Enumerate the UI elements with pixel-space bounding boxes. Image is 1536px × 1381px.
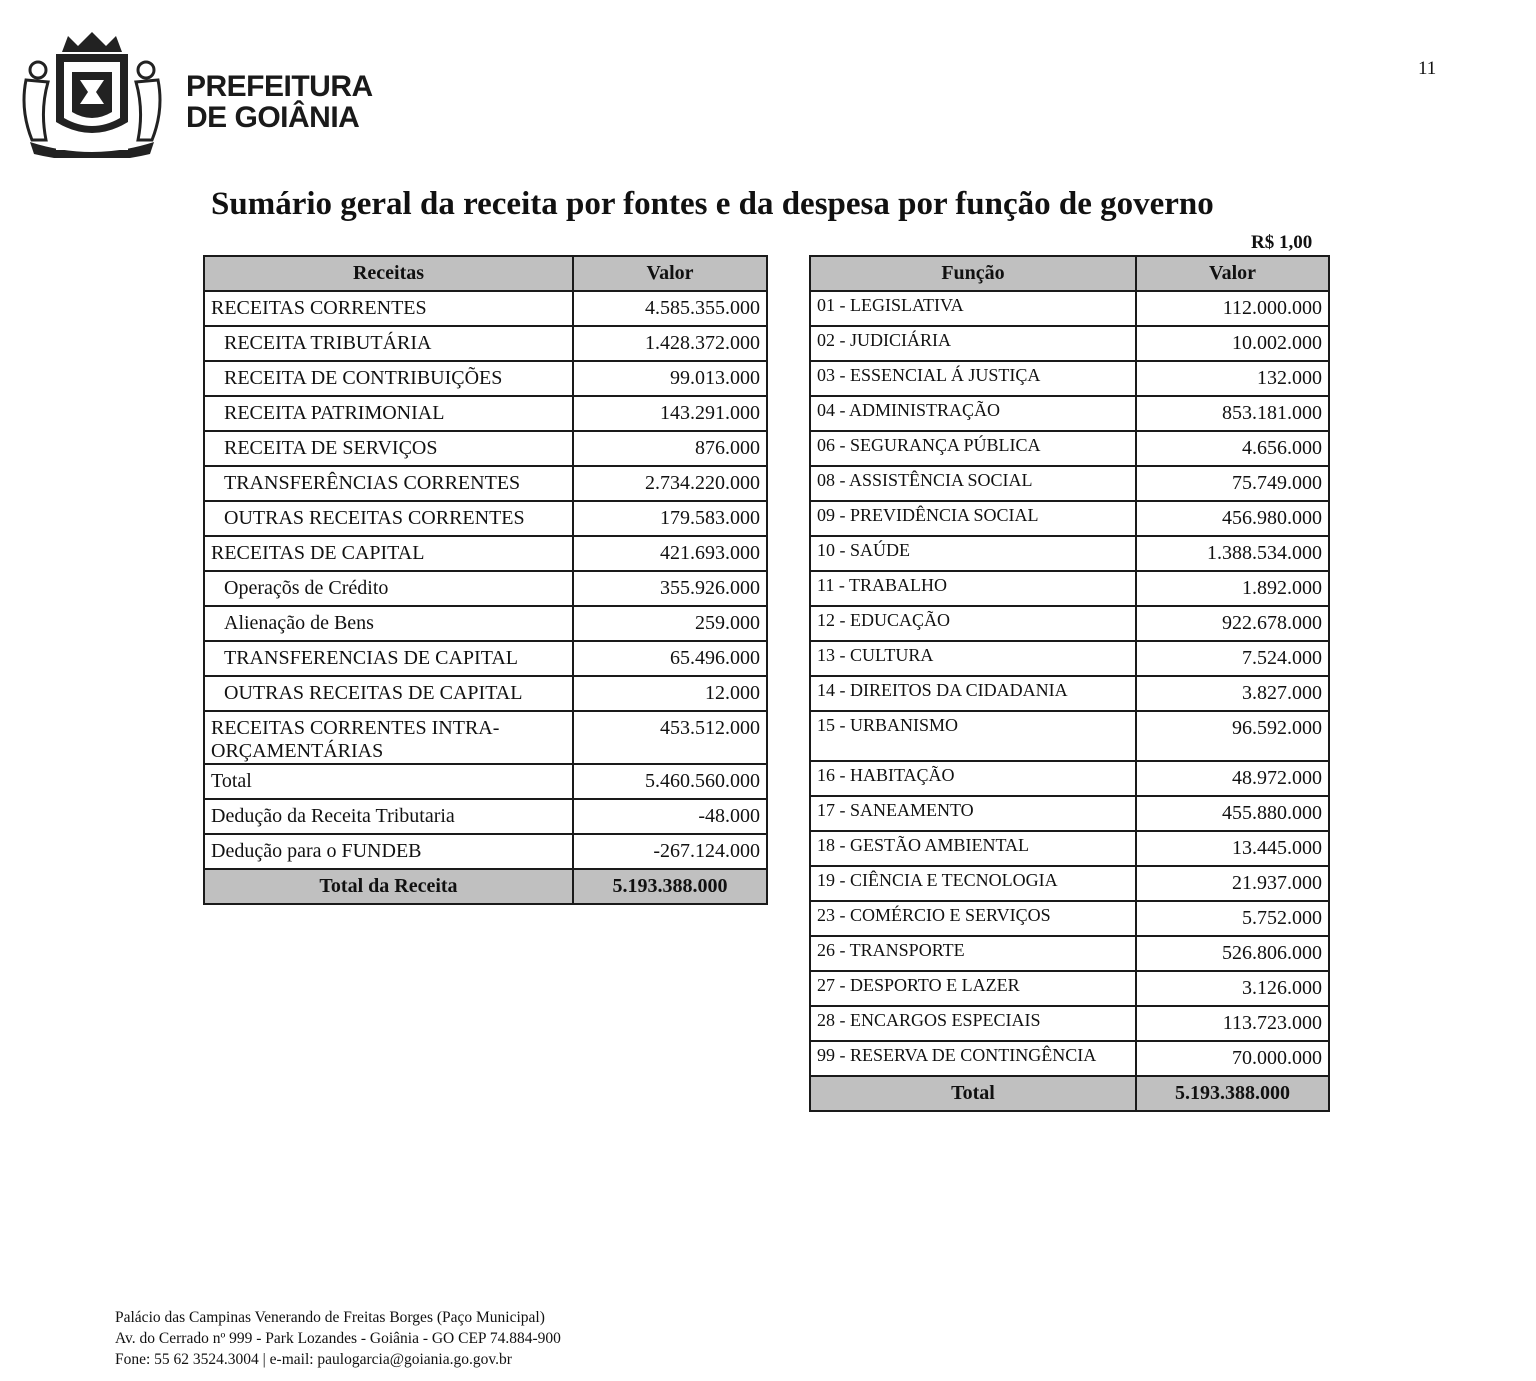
row-label: 27 - DESPORTO E LAZER [810,971,1136,1006]
table-row [810,291,1329,326]
receitas-table [203,255,768,905]
row-label: TRANSFERENCIAS DE CAPITAL [204,641,573,676]
row-label: RECEITAS DE CAPITAL [204,536,573,571]
row-value: 3.827.000 [1136,676,1329,711]
row-label: 17 - SANEAMENTO [810,796,1136,831]
row-label: 08 - ASSISTÊNCIA SOCIAL [810,466,1136,501]
table-row [204,834,767,869]
row-value: 421.693.000 [573,536,767,571]
total-row [204,869,767,904]
row-value: 259.000 [573,606,767,641]
row-label: RECEITA TRIBUTÁRIA [204,326,573,361]
table-row [810,831,1329,866]
table-row [810,536,1329,571]
footer-line-2: Av. do Cerrado nº 999 - Park Lozandes - Goiânia - GO CEP 74.884-900 [115,1330,561,1347]
row-label: 03 - ESSENCIAL Á JUSTIÇA [810,361,1136,396]
row-label: 12 - EDUCAÇÃO [810,606,1136,641]
row-label: 16 - HABITAÇÃO [810,761,1136,796]
row-value: 4.585.355.000 [573,291,767,326]
row-label: RECEITAS CORRENTES [204,291,573,326]
coat-of-arms-logo [16,30,168,158]
row-value: 65.496.000 [573,641,767,676]
row-label: Alienação de Bens [204,606,573,641]
table-row [204,536,767,571]
table-row [810,761,1329,796]
row-label: Dedução da Receita Tributaria [204,799,573,834]
table-row [810,1006,1329,1041]
row-label: RECEITAS CORRENTES INTRA-ORÇAMENTÁRIAS [204,711,573,764]
table-row [810,676,1329,711]
column-header: Valor [1136,256,1329,291]
table-row [204,326,767,361]
row-label: RECEITA DE CONTRIBUIÇÕES [204,361,573,396]
table-row [810,796,1329,831]
row-value: 179.583.000 [573,501,767,536]
row-value: 113.723.000 [1136,1006,1329,1041]
row-value: 876.000 [573,431,767,466]
row-value: 2.734.220.000 [573,466,767,501]
row-value: 70.000.000 [1136,1041,1329,1076]
table-row [204,431,767,466]
row-label: 28 - ENCARGOS ESPECIAIS [810,1006,1136,1041]
table-row [204,711,767,764]
total-value: 5.193.388.000 [573,869,767,904]
table-row [810,606,1329,641]
row-value: 4.656.000 [1136,431,1329,466]
row-value: 12.000 [573,676,767,711]
page-title: Sumário geral da receita por fontes e da despesa por função de governo [211,186,1214,222]
row-label: 02 - JUDICIÁRIA [810,326,1136,361]
footer-line-1: Palácio das Campinas Venerando de Freitas Borges (Paço Municipal) [115,1309,545,1326]
row-value: 48.972.000 [1136,761,1329,796]
table-row [204,361,767,396]
table-row [810,326,1329,361]
row-label: 10 - SAÚDE [810,536,1136,571]
row-label: 14 - DIREITOS DA CIDADANIA [810,676,1136,711]
row-label: TRANSFERÊNCIAS CORRENTES [204,466,573,501]
row-label: 04 - ADMINISTRAÇÃO [810,396,1136,431]
row-label: 15 - URBANISMO [810,711,1136,761]
row-value: 13.445.000 [1136,831,1329,866]
row-value: 455.880.000 [1136,796,1329,831]
table-row [204,501,767,536]
row-value: 7.524.000 [1136,641,1329,676]
footer-address [115,1307,561,1370]
row-label: 06 - SEGURANÇA PÚBLICA [810,431,1136,466]
row-value: -267.124.000 [573,834,767,869]
logo-line-2: DE GOIÂNIA [186,101,360,134]
row-label: 13 - CULTURA [810,641,1136,676]
table-row [810,936,1329,971]
table-row [810,1041,1329,1076]
row-value: 1.892.000 [1136,571,1329,606]
row-value: 143.291.000 [573,396,767,431]
funcoes-table [809,255,1330,1112]
row-label: RECEITA PATRIMONIAL [204,396,573,431]
row-label: RECEITA DE SERVIÇOS [204,431,573,466]
row-value: 526.806.000 [1136,936,1329,971]
total-label: Total da Receita [204,869,573,904]
currency-note: R$ 1,00 [1251,232,1313,253]
logo-line-1: PREFEITURA [186,70,373,103]
footer-line-3: Fone: 55 62 3524.3004 | e-mail: paulogarcia@goiania.go.gov.br [115,1351,512,1368]
table-row [810,361,1329,396]
table-row [810,501,1329,536]
row-value: 21.937.000 [1136,866,1329,901]
row-label: 01 - LEGISLATIVA [810,291,1136,326]
table-row [204,641,767,676]
table-row [810,641,1329,676]
table-row [204,571,767,606]
row-value: 5.752.000 [1136,901,1329,936]
total-row [810,1076,1329,1111]
row-label: Dedução para o FUNDEB [204,834,573,869]
row-value: 99.013.000 [573,361,767,396]
table-row [810,571,1329,606]
row-value: 112.000.000 [1136,291,1329,326]
table-row [810,466,1329,501]
row-value: 355.926.000 [573,571,767,606]
row-value: 132.000 [1136,361,1329,396]
table-row [204,396,767,431]
column-header: Função [810,256,1136,291]
row-value: 1.388.534.000 [1136,536,1329,571]
table-header-row [810,256,1329,291]
row-value: 5.460.560.000 [573,764,767,799]
row-label: 11 - TRABALHO [810,571,1136,606]
table-header-row [204,256,767,291]
table-row [810,901,1329,936]
page-number: 11 [1418,58,1437,79]
row-value: 456.980.000 [1136,501,1329,536]
table-row [204,291,767,326]
row-label: 23 - COMÉRCIO E SERVIÇOS [810,901,1136,936]
table-row [204,799,767,834]
row-label: 09 - PREVIDÊNCIA SOCIAL [810,501,1136,536]
table-row [204,676,767,711]
row-value: 3.126.000 [1136,971,1329,1006]
row-value: 96.592.000 [1136,711,1329,761]
row-label: Total [204,764,573,799]
total-label: Total [810,1076,1136,1111]
table-row [810,971,1329,1006]
table-row [810,711,1329,761]
row-label: OUTRAS RECEITAS DE CAPITAL [204,676,573,711]
table-row [204,606,767,641]
row-label: 99 - RESERVA DE CONTINGÊNCIA [810,1041,1136,1076]
row-value: 75.749.000 [1136,466,1329,501]
table-row [810,866,1329,901]
row-label: Operaçõs de Crédito [204,571,573,606]
row-value: 10.002.000 [1136,326,1329,361]
row-value: 1.428.372.000 [573,326,767,361]
row-label: 26 - TRANSPORTE [810,936,1136,971]
row-value: 453.512.000 [573,711,767,764]
row-label: OUTRAS RECEITAS CORRENTES [204,501,573,536]
table-row [810,431,1329,466]
row-label: 18 - GESTÃO AMBIENTAL [810,831,1136,866]
table-row [810,396,1329,431]
row-value: 922.678.000 [1136,606,1329,641]
row-value: 853.181.000 [1136,396,1329,431]
total-value: 5.193.388.000 [1136,1076,1329,1111]
table-row [204,466,767,501]
table-row [204,764,767,799]
column-header: Valor [573,256,767,291]
column-header: Receitas [204,256,573,291]
row-label: 19 - CIÊNCIA E TECNOLOGIA [810,866,1136,901]
logo-wordmark [186,71,373,133]
row-value: -48.000 [573,799,767,834]
